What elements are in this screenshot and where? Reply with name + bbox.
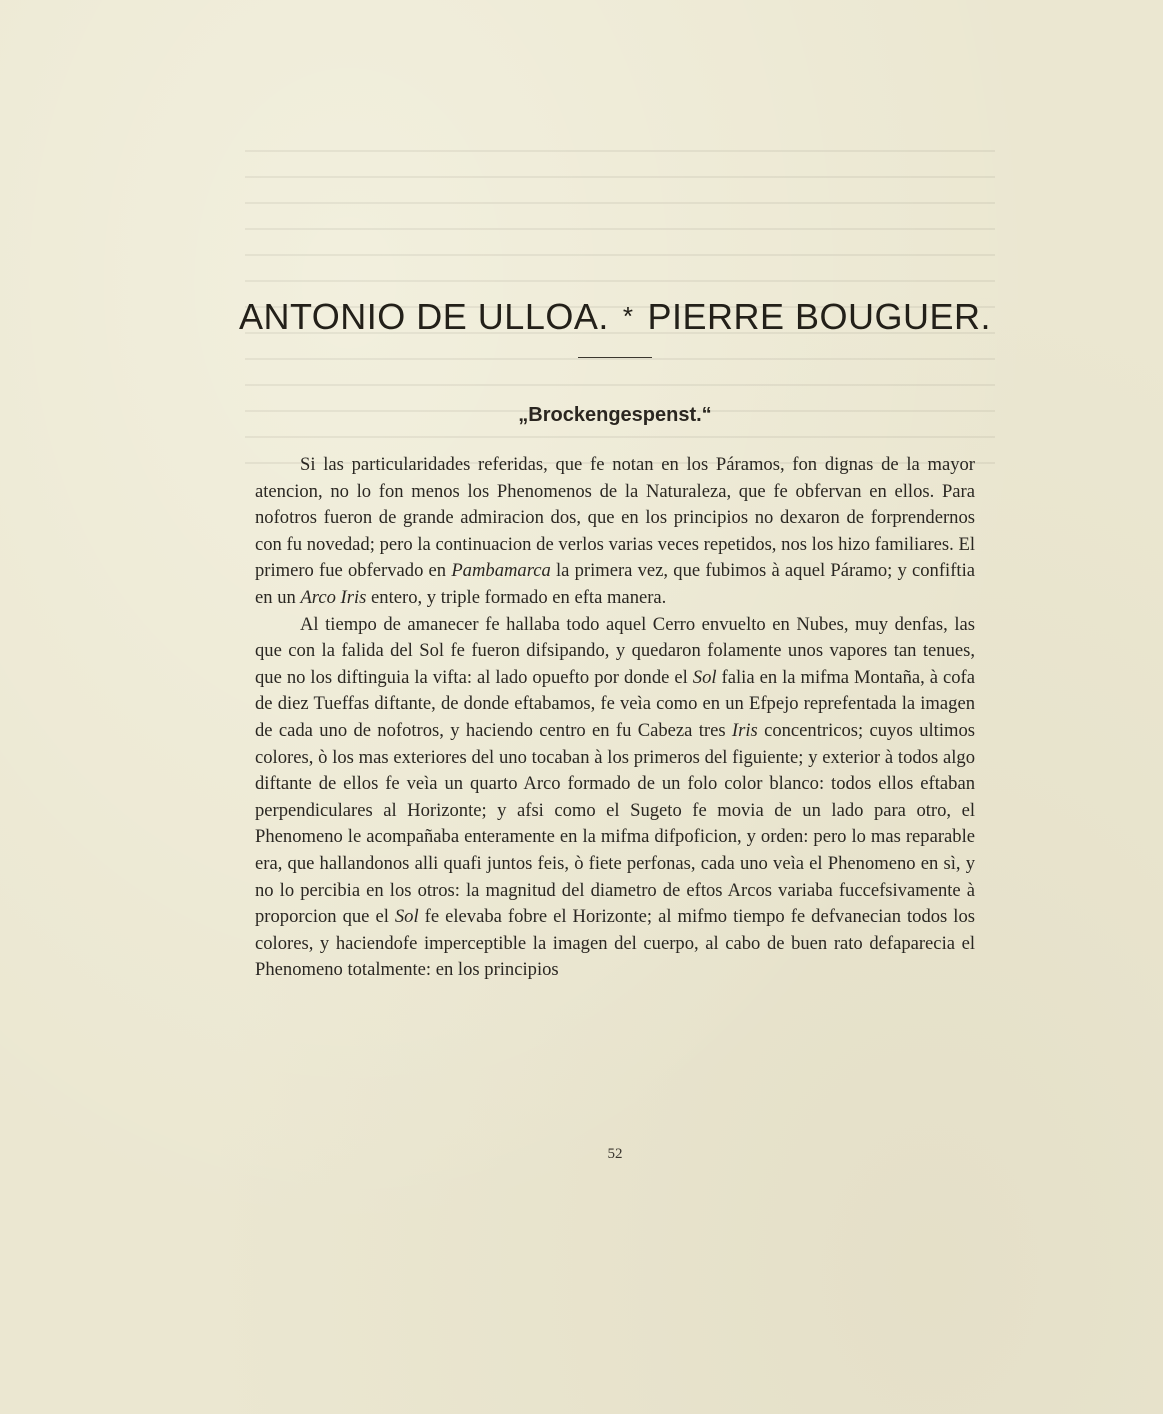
italic-term: Arco Iris <box>300 586 367 608</box>
text-run: la primera vez, que fubimos à aquel Páramo; y confiftia en un <box>255 560 975 608</box>
title-rule <box>578 357 652 358</box>
italic-term: Pambamarca <box>451 560 551 582</box>
text-run: entero, y triple formado en efta manera. <box>366 586 667 608</box>
italic-term: Sol <box>692 666 717 688</box>
text-run: Si las particularidades referidas, que fe notan en los Páramos, fon dignas de la mayor atencion, no lo fon menos los Phenomenos de la Naturaleza, que fe obfervan en ellos. Para nofotros fueron de grande admiracion dos, que en los principios no dexaron de forprendernos con fu novedad; pero la continuacion de verlos varias veces repetidos, nos los hizo familiares. El primero fue obfervado en <box>255 454 975 582</box>
page-title <box>160 296 1070 338</box>
text-run: fe elevaba fobre el Horizonte; al mifmo tiempo fe defvanecian todos los colores, y haciendofe imperceptible la imagen del cuerpo, al cabo de buen rato defaparecia el Phenomeno totalmente: en los principios <box>255 906 975 981</box>
paragraph-1 <box>255 452 975 612</box>
title-author-bouguer: PIERRE BOUGUER. <box>647 296 992 337</box>
text-run: concentricos; cuyos ultimos colores, ò los mas exteriores del uno tocaban à los primeros del figuiente; y exterior à todos algo diftante de ellos fe veìa un quarto Arco formado de un folo color blanco: todos ellos eftaban perpendiculares al Horizonte; y afsi como el Sugeto fe movia de un lado para otro, el Phenomeno le acompañaba enteramente en la mifma difpoficion, y orden: pero lo mas reparable era, que hallandonos alli quafi juntos feis, ò fiete perfonas, cada uno veìa el Phenomeno en sì, y no lo percibia en los otros: la magnitud del diametro de eftos Arcos variaba fuccefsivamente à proporcion que el <box>255 719 975 928</box>
title-author-ulloa: ANTONIO DE ULLOA. <box>238 296 609 337</box>
paragraph-2 <box>255 612 975 984</box>
title-separator: * <box>622 301 634 331</box>
text-run: Al tiempo de amanecer fe hallaba todo aquel Cerro envuelto en Nubes, muy denfas, las que con la falida del Sol fe fueron difsipando, y quedaron folamente unos vapores tan tenues, que no los diftinguia la vifta: al lado opuefto por donde el <box>255 613 975 688</box>
page-number: 52 <box>607 1146 623 1162</box>
body-text <box>255 452 975 984</box>
text-run: falia en la mifma Montaña, à cofa de diez Tueffas diftante, de donde eftabamos, fe veìa como en un Efpejo reprefentada la imagen de cada uno de nofotros, y haciendo centro en fu Cabeza tres <box>255 666 975 741</box>
italic-term: Sol <box>394 906 419 928</box>
italic-term: Iris <box>731 719 758 741</box>
section-heading: „Brockengespenst.“ <box>518 404 712 426</box>
